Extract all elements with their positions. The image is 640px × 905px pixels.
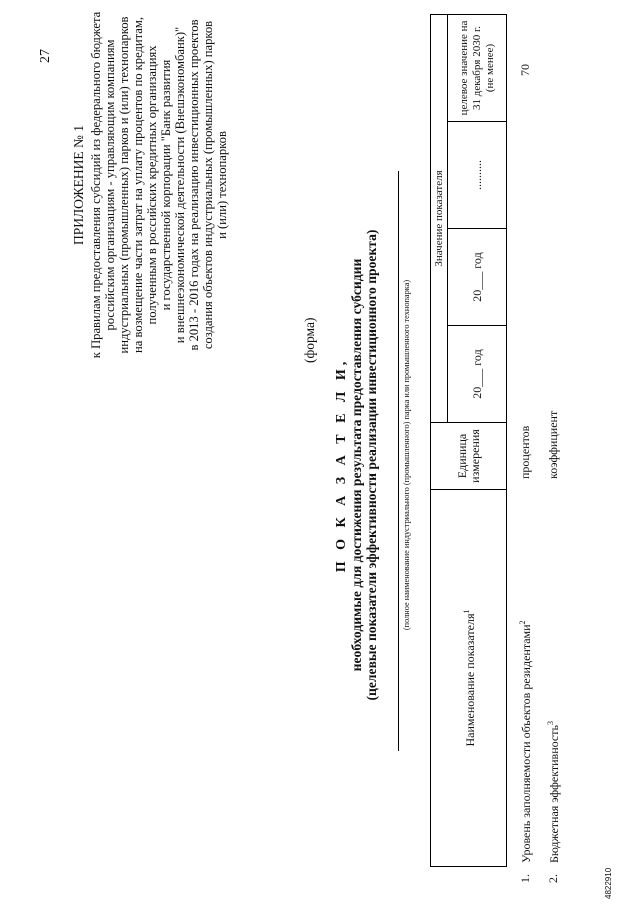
- appendix-line: индустриальных (промышленных) парков и (или) технопарков: [117, 16, 131, 354]
- indicators-table: [430, 14, 507, 867]
- row-unit: коэффициент: [546, 410, 560, 479]
- appendix-line: полученным в российских кредитных организациях: [145, 45, 159, 325]
- appendix-line: и государственной корпорации "Банк развития: [159, 59, 173, 311]
- row-name-text: Уровень заполняемости объектов резидентами: [519, 624, 533, 863]
- header-year-1: 20___ год: [448, 326, 507, 423]
- appendix-line: на возмещение части затрат на уплату процентов по кредитам,: [131, 16, 145, 354]
- appendix-line: и внешнеэкономической деятельности (Внешэкономбанк)": [173, 26, 187, 344]
- header-name-cell: [431, 490, 507, 867]
- appendix-line: российским организациям - управляющим компаниям: [103, 39, 117, 331]
- appendix-line: создания объектов индустриальных (промышленных) парков: [201, 20, 215, 350]
- appendix-line: в 2013 - 2016 годах на реализацию инвестиционных проектов: [187, 19, 201, 351]
- appendix-line: к Правилам предоставления субсидий из федерального бюджета: [89, 11, 103, 359]
- document-id: 4822910: [604, 867, 613, 899]
- title-line-2: необходимые для достижения результата предоставления субсидии: [349, 258, 364, 672]
- header-dots: ..........: [448, 122, 507, 229]
- title-line-3: (целевые показатели эффективности реализации инвестиционного проекта): [364, 229, 379, 701]
- header-year-2: 20___ год: [448, 229, 507, 326]
- object-name-line: [398, 171, 399, 751]
- page-number: 27: [38, 49, 53, 63]
- header-name: Наименование показателя: [463, 613, 477, 747]
- document-title: [334, 140, 379, 790]
- appendix-line: и (или) технопарков: [215, 131, 229, 239]
- header-target: целевое значение на 31 декабря 2030 г. (не менее): [448, 15, 507, 122]
- appendix-heading: ПРИЛОЖЕНИЕ № 1: [71, 124, 86, 246]
- row-target: 70: [518, 64, 532, 76]
- row-unit: процентов: [518, 425, 532, 479]
- appendix-header: [72, 5, 229, 365]
- title-line-1: П О К А З А Т Е Л И,: [334, 357, 349, 573]
- header-values-group: Значение показателя: [431, 15, 448, 423]
- header-unit: Единица измерения: [454, 429, 482, 483]
- object-name-caption: (полное наименование индустриального (промышленного) парка или промышленного технопарка): [402, 279, 411, 631]
- row-number: 1.: [518, 874, 532, 883]
- row-footnote: 2: [518, 620, 527, 625]
- row-name-text: Бюджетная эффективность: [547, 725, 561, 863]
- row-footnote: 3: [546, 721, 555, 726]
- header-name-footnote: 1: [462, 609, 471, 614]
- header-unit-cell: [431, 423, 507, 490]
- row-number: 2.: [546, 874, 560, 883]
- form-label: (форма): [302, 317, 317, 363]
- row-name: [546, 721, 562, 863]
- row-name: [518, 620, 534, 863]
